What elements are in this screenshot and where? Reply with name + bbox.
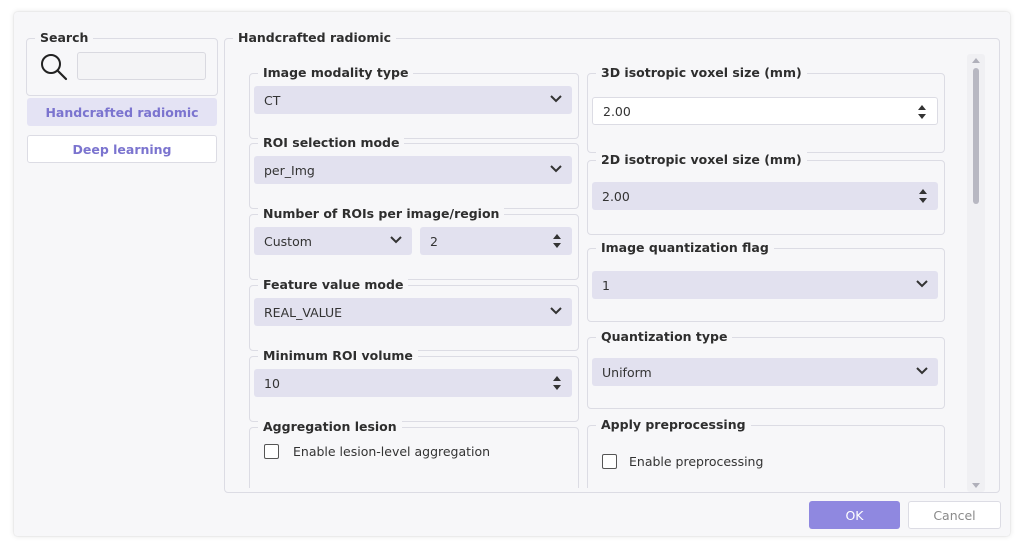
lesion-aggregation-checkbox[interactable]	[264, 444, 279, 459]
image-modality-title: Image modality type	[258, 65, 413, 81]
voxel-size-2d-value: 2.00	[602, 188, 630, 204]
roi-selection-combo[interactable]	[254, 156, 572, 184]
feature-value-mode-group	[249, 277, 579, 351]
image-quantization-flag-group	[587, 240, 945, 322]
scroll-down-arrow-icon[interactable]	[972, 483, 980, 488]
search-group	[26, 30, 218, 96]
image-modality-combo[interactable]	[254, 86, 572, 114]
quantization-type-group	[587, 329, 945, 409]
scroll-up-arrow-icon[interactable]	[972, 58, 980, 63]
voxel-size-2d-title: 2D isotropic voxel size (mm)	[596, 152, 807, 168]
search-title: Search	[35, 30, 93, 46]
settings-scroll-area	[237, 55, 961, 488]
chevron-down-icon	[916, 279, 928, 289]
preprocessing-checkbox[interactable]	[602, 454, 617, 469]
handcrafted-radiomic-panel	[224, 30, 1000, 493]
chevron-down-icon	[390, 235, 402, 245]
chevron-down-icon	[550, 306, 562, 316]
search-icon	[39, 52, 69, 82]
spin-arrows-icon[interactable]	[552, 233, 562, 249]
lesion-aggregation-label[interactable]: Enable lesion-level aggregation	[293, 444, 491, 459]
ok-button[interactable]: OK	[809, 501, 900, 529]
panel-title: Handcrafted radiomic	[233, 30, 396, 46]
feature-value-mode-value: REAL_VALUE	[264, 304, 343, 320]
voxel-size-3d-group	[587, 65, 945, 153]
search-input[interactable]	[77, 52, 206, 80]
sidebar-item-deep-learning[interactable]: Deep learning	[27, 135, 217, 163]
spin-arrows-icon[interactable]	[552, 375, 562, 391]
chevron-down-icon	[550, 164, 562, 174]
image-quantization-flag-combo[interactable]	[592, 271, 938, 299]
aggregation-lesion-title: Aggregation lesion	[258, 419, 402, 435]
image-quantization-flag-value: 1	[602, 277, 610, 293]
roi-selection-value: per_Img	[264, 162, 315, 178]
roi-selection-group	[249, 135, 579, 209]
voxel-size-2d-group	[587, 152, 945, 235]
minimum-roi-volume-title: Minimum ROI volume	[258, 348, 418, 364]
sidebar-item-handcrafted-radiomic[interactable]: Handcrafted radiomic	[27, 98, 217, 126]
feature-value-mode-title: Feature value mode	[258, 277, 408, 293]
number-of-rois-spinbox[interactable]	[420, 227, 572, 255]
minimum-roi-volume-group	[249, 348, 579, 422]
apply-preprocessing-title: Apply preprocessing	[596, 417, 751, 433]
number-of-rois-title: Number of ROIs per image/region	[258, 206, 504, 222]
feature-value-mode-combo[interactable]	[254, 298, 572, 326]
number-of-rois-count-value: 2	[430, 233, 438, 249]
aggregation-lesion-group	[249, 419, 579, 488]
spin-arrows-icon[interactable]	[917, 104, 927, 120]
vertical-scrollbar[interactable]	[967, 54, 985, 492]
image-quantization-flag-title: Image quantization flag	[596, 240, 774, 256]
minimum-roi-volume-value: 10	[264, 375, 280, 391]
minimum-roi-volume-spinbox[interactable]	[254, 369, 572, 397]
voxel-size-3d-value: 2.00	[603, 103, 631, 119]
voxel-size-2d-spinbox[interactable]	[592, 182, 938, 210]
roi-selection-title: ROI selection mode	[258, 135, 404, 151]
quantization-type-combo[interactable]	[592, 358, 938, 386]
image-modality-group	[249, 65, 579, 139]
spin-arrows-icon[interactable]	[918, 188, 928, 204]
voxel-size-3d-title: 3D isotropic voxel size (mm)	[596, 65, 807, 81]
settings-dialog	[14, 12, 1010, 536]
chevron-down-icon	[916, 366, 928, 376]
apply-preprocessing-group	[587, 417, 945, 488]
cancel-button[interactable]: Cancel	[908, 501, 1001, 529]
number-of-rois-mode-value: Custom	[264, 233, 312, 249]
scrollbar-thumb[interactable]	[973, 68, 979, 204]
chevron-down-icon	[550, 94, 562, 104]
image-modality-value: CT	[264, 92, 281, 108]
quantization-type-value: Uniform	[602, 364, 652, 380]
voxel-size-3d-spinbox[interactable]	[592, 97, 938, 125]
preprocessing-label[interactable]: Enable preprocessing	[629, 454, 764, 469]
number-of-rois-group	[249, 206, 579, 280]
number-of-rois-mode-combo[interactable]	[254, 227, 412, 255]
quantization-type-title: Quantization type	[596, 329, 732, 345]
